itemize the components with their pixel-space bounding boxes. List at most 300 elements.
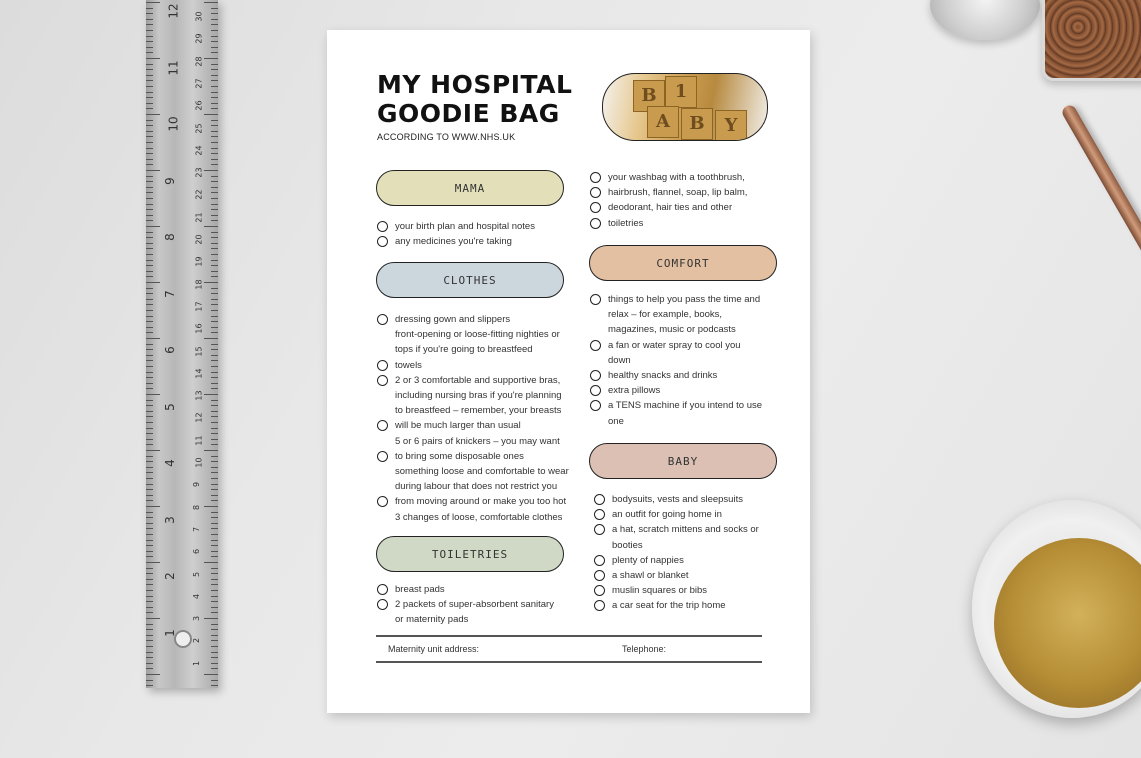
ruler-tick <box>146 215 153 216</box>
ruler-tick <box>211 444 218 445</box>
ruler-tick <box>204 338 218 339</box>
ruler-tick <box>146 2 160 3</box>
section-header-baby: BABY <box>589 443 777 479</box>
ruler-tick <box>146 164 153 165</box>
ruler-tick <box>146 114 160 115</box>
section-header-comfort: COMFORT <box>589 245 777 281</box>
ruler-tick <box>146 523 153 524</box>
ruler-tick <box>211 652 218 653</box>
ruler-cm-number: 17 <box>194 301 204 312</box>
ruler-tick <box>146 243 153 244</box>
ruler-tick <box>146 428 153 429</box>
ruler-tick <box>211 192 218 193</box>
checkbox[interactable] <box>594 600 605 611</box>
ruler-tick <box>146 433 153 434</box>
ruler-tick <box>146 534 153 535</box>
ruler-tick <box>211 30 218 31</box>
ruler-tick <box>211 47 218 48</box>
ruler-cm-number: 20 <box>194 234 204 245</box>
ruler-tick <box>211 635 218 636</box>
ruler-tick <box>146 411 153 412</box>
ruler-tick <box>211 624 218 625</box>
ruler-cm-number: 10 <box>194 457 204 468</box>
ruler-tick <box>146 680 153 681</box>
checkbox[interactable] <box>377 420 388 431</box>
ruler-tick <box>146 69 153 70</box>
checkbox[interactable] <box>594 585 605 596</box>
checklist-item: down <box>608 354 631 366</box>
ruler-tick <box>146 204 153 205</box>
ruler-tick <box>146 450 160 451</box>
ruler-tick <box>146 30 153 31</box>
ruler-tick <box>211 299 218 300</box>
ruler-cm-number: 13 <box>194 390 204 401</box>
ruler-cm-number: 25 <box>194 122 204 134</box>
ruler-tick <box>211 612 218 613</box>
ruler-tick <box>211 360 218 361</box>
ruler-tick <box>146 232 153 233</box>
checklist-item: to breastfeed – remember, your breasts <box>395 405 562 417</box>
ruler-cm-number: 7 <box>192 526 202 532</box>
ruler-tick <box>211 8 218 9</box>
section-header-toiletries: TOILETRIES <box>376 536 564 572</box>
checklist-item: breast pads <box>395 584 445 595</box>
ruler-tick <box>211 75 218 76</box>
ruler-tick <box>211 204 218 205</box>
ruler-tick <box>146 444 153 445</box>
ruler-tick <box>211 646 218 647</box>
ruler-tick <box>146 506 160 507</box>
ruler-cm-number: 14 <box>194 368 204 379</box>
ruler-tick <box>146 366 153 367</box>
ruler-tick <box>146 500 153 501</box>
ruler-tick <box>146 159 153 160</box>
photo-block: B <box>681 108 713 140</box>
checklist-item: or maternity pads <box>395 614 469 626</box>
ruler-tick <box>146 383 153 384</box>
checklist-item: deodorant, hair ties and other <box>608 202 733 214</box>
ruler-cm-number: 28 <box>194 56 204 67</box>
ruler-tick <box>211 545 218 546</box>
ruler-tick <box>146 75 153 76</box>
ruler-tick <box>146 607 153 608</box>
ruler-tick <box>211 534 218 535</box>
ruler-tick <box>146 478 153 479</box>
ruler-inch-number: 1 <box>162 628 177 637</box>
checklist-item: relax – for example, books, <box>608 309 723 321</box>
checkbox[interactable] <box>594 509 605 520</box>
ruler-cm-number: 1 <box>192 660 202 666</box>
checkbox[interactable] <box>377 360 388 371</box>
ruler-inch-number: 9 <box>162 176 177 185</box>
ruler-tick <box>146 551 153 552</box>
ruler-tick <box>211 215 218 216</box>
checkbox[interactable] <box>377 221 388 232</box>
ruler-tick <box>211 327 218 328</box>
checklist-paper <box>327 30 810 713</box>
ruler-tick <box>146 562 160 563</box>
ruler-inch-number: 10 <box>166 116 181 132</box>
document-subtitle: ACCORDING TO WWW.NHS.UK <box>377 132 516 142</box>
ruler-tick <box>211 13 218 14</box>
checklist-item: something loose and comfortable to wear <box>395 466 569 477</box>
ruler-tick <box>211 36 218 37</box>
ruler-tick <box>146 388 153 389</box>
ruler-tick <box>146 288 153 289</box>
checkbox[interactable] <box>590 340 601 351</box>
checkbox[interactable] <box>377 236 388 247</box>
ruler-tick <box>146 327 153 328</box>
ruler-tick <box>146 136 153 137</box>
ruler-tick <box>204 394 218 395</box>
photo-block: A <box>647 106 679 138</box>
ruler-tick <box>146 321 153 322</box>
ruler-tick <box>146 405 153 406</box>
checklist-item: a TENS machine if you intend to use <box>608 400 763 412</box>
ruler-tick <box>146 80 153 81</box>
ruler-tick <box>146 495 153 496</box>
footer-bottom-rule <box>376 661 762 663</box>
ruler-tick <box>211 484 218 485</box>
ruler-tick <box>211 332 218 333</box>
ruler-tick <box>146 590 153 591</box>
ruler-cm-number: 5 <box>192 571 202 577</box>
checklist-item: 3 changes of loose, comfortable clothes <box>395 511 563 523</box>
ruler-tick <box>146 103 153 104</box>
checklist-item: a car seat for the trip home <box>612 600 726 612</box>
checklist-item: a fan or water spray to cool you <box>608 339 741 351</box>
ruler-tick <box>146 36 153 37</box>
ruler-tick <box>211 579 218 580</box>
ruler-tick <box>146 344 153 345</box>
ruler-tick <box>211 159 218 160</box>
ruler-tick <box>146 58 160 59</box>
ruler-tick <box>211 433 218 434</box>
checklist-item: muslin squares or bibs <box>612 585 708 597</box>
ruler-tick <box>146 439 153 440</box>
checkbox[interactable] <box>590 187 601 198</box>
ruler-cm-number: 18 <box>194 279 204 290</box>
ruler-tick <box>211 596 218 597</box>
ruler-tick <box>211 607 218 608</box>
ruler-tick <box>146 248 153 249</box>
checklist-item: from moving around or make you too hot <box>395 496 567 508</box>
photo-block: 1 <box>665 76 697 108</box>
ruler-cm-number: 15 <box>194 345 204 357</box>
ruler-tick <box>146 86 153 87</box>
ruler-tick <box>211 103 218 104</box>
ruler-tick <box>211 69 218 70</box>
ruler-tick <box>146 153 153 154</box>
ruler-tick <box>211 131 218 132</box>
checkbox[interactable] <box>594 555 605 566</box>
ruler-tick <box>146 282 160 283</box>
ruler-tick <box>146 276 153 277</box>
ruler-tick <box>211 512 218 513</box>
checkbox[interactable] <box>377 451 388 462</box>
checklist-item: extra pillows <box>608 385 661 397</box>
ruler-tick <box>211 293 218 294</box>
ruler-tick <box>211 125 218 126</box>
ruler-tick <box>204 618 218 619</box>
ruler-tick <box>146 260 153 261</box>
ruler-tick <box>146 192 153 193</box>
ruler-tick <box>211 590 218 591</box>
ruler-tick <box>146 209 153 210</box>
checklist-item: your washbag with a toothbrush, <box>608 172 745 183</box>
ruler-tick <box>146 674 160 675</box>
ruler-tick <box>211 80 218 81</box>
ruler-tick <box>146 187 153 188</box>
checkbox[interactable] <box>594 524 605 535</box>
ruler-tick <box>211 461 218 462</box>
ruler-tick <box>211 416 218 417</box>
ruler-tick <box>146 41 153 42</box>
ruler-tick <box>146 13 153 14</box>
ruler-tick <box>211 136 218 137</box>
checklist-item: 2 or 3 comfortable and supportive bras, <box>395 374 561 386</box>
ruler-cm-number: 29 <box>194 33 204 44</box>
ruler-tick <box>146 355 153 356</box>
ruler-tick <box>211 260 218 261</box>
ruler-tick <box>211 142 218 143</box>
ruler-tick <box>146 148 153 149</box>
checkbox[interactable] <box>590 294 601 305</box>
ruler-tick <box>211 629 218 630</box>
ruler-tick <box>211 265 218 266</box>
ruler-tick <box>146 8 153 9</box>
checklist-item: bodysuits, vests and sleepsuits <box>612 494 743 505</box>
ruler-tick <box>211 86 218 87</box>
ruler-tick <box>211 489 218 490</box>
photo-block: Y <box>715 110 747 141</box>
ruler-tick <box>211 467 218 468</box>
ruler-cm-number: 9 <box>192 482 202 488</box>
ruler-tick <box>146 120 153 121</box>
ruler-tick <box>146 646 153 647</box>
ruler-tick <box>211 372 218 373</box>
checklist-item: tops if you're going to breastfeed <box>395 344 533 356</box>
ruler-tick <box>211 237 218 238</box>
ruler-tick <box>211 439 218 440</box>
ruler-inch-number: 11 <box>166 59 181 76</box>
ruler-cm-number: 3 <box>192 616 202 622</box>
document-title <box>377 70 597 128</box>
ruler-tick <box>211 500 218 501</box>
checklist-item: hairbrush, flannel, soap, lip balm, <box>608 187 748 199</box>
ruler-tick <box>146 170 160 171</box>
ruler-tick <box>146 422 153 423</box>
ruler-tick <box>211 685 218 686</box>
ruler-tick <box>146 512 153 513</box>
ruler-tick <box>211 584 218 585</box>
ruler-tick <box>146 19 153 20</box>
ruler-tick <box>211 601 218 602</box>
checkbox[interactable] <box>377 496 388 507</box>
ruler-tick <box>146 142 153 143</box>
ruler-cm-number: 4 <box>192 593 202 599</box>
ruler-tick <box>146 489 153 490</box>
ruler-tick <box>211 528 218 529</box>
checklist-item: to bring some disposable ones <box>395 450 524 462</box>
ruler-tick <box>211 344 218 345</box>
ruler-tick <box>211 187 218 188</box>
checkbox[interactable] <box>590 172 601 183</box>
ruler-tick <box>211 349 218 350</box>
checkbox[interactable] <box>377 599 388 610</box>
ruler-cm-number: 21 <box>194 212 204 223</box>
checkbox[interactable] <box>590 370 601 381</box>
checkbox[interactable] <box>590 202 601 213</box>
ruler-tick <box>211 198 218 199</box>
checkbox[interactable] <box>590 218 601 229</box>
ruler-tick <box>211 310 218 311</box>
ruler-tick <box>146 624 153 625</box>
ruler-tick <box>211 411 218 412</box>
checklist-item: a hat, scratch mittens and socks or <box>612 524 759 536</box>
checkbox[interactable] <box>590 385 601 396</box>
ruler-tick <box>211 97 218 98</box>
ruler-tick <box>211 668 218 669</box>
checkbox[interactable] <box>377 375 388 386</box>
ruler-tick <box>146 584 153 585</box>
maternity-address-label: Maternity unit address: <box>388 644 480 654</box>
ruler-tick <box>146 360 153 361</box>
checklist-item: toiletries <box>608 217 644 229</box>
ruler-tick <box>146 467 153 468</box>
ruler-tick <box>146 254 153 255</box>
ruler-tick <box>146 299 153 300</box>
ruler-tick <box>211 148 218 149</box>
ruler-tick <box>204 170 218 171</box>
ruler-tick <box>211 428 218 429</box>
ruler-tick <box>211 388 218 389</box>
section-header-mama: MAMA <box>376 170 564 206</box>
ruler-cm-number: 2 <box>192 638 202 644</box>
ruler-tick <box>211 52 218 53</box>
checklist-item: magazines, music or podcasts <box>608 324 736 336</box>
ruler-tick <box>146 596 153 597</box>
checklist-item: including nursing bras if you're planning <box>395 390 562 401</box>
footer-top-rule <box>376 635 762 637</box>
checkbox[interactable] <box>590 400 601 411</box>
checkbox[interactable] <box>377 314 388 325</box>
ruler-cm-number: 11 <box>194 435 204 446</box>
ruler-tick <box>146 108 153 109</box>
ruler-tick <box>211 640 218 641</box>
ruler-tick <box>211 41 218 42</box>
ruler-tick <box>211 304 218 305</box>
ruler-tick <box>211 663 218 664</box>
ruler-tick <box>146 304 153 305</box>
ruler-inch-number: 12 <box>166 3 181 19</box>
ruler-inch-number: 5 <box>162 402 177 411</box>
checklist-item: any medicines you're taking <box>395 236 512 248</box>
ruler-tick <box>204 2 218 3</box>
ruler-tick <box>146 237 153 238</box>
ruler-tick <box>211 288 218 289</box>
ruler-tick <box>146 652 153 653</box>
ruler-tick <box>211 523 218 524</box>
checklist-item: a shawl or blanket <box>612 570 689 581</box>
ruler-inch-number: 3 <box>162 515 177 524</box>
ruler-tick <box>146 271 153 272</box>
ruler-tick <box>146 668 153 669</box>
ruler-tick <box>146 556 153 557</box>
ruler-inch-number: 4 <box>162 459 177 467</box>
ruler-tick <box>204 282 218 283</box>
ruler-tick <box>146 685 153 686</box>
ruler-tick <box>146 618 160 619</box>
ruler-tick <box>146 52 153 53</box>
ruler-tick <box>146 568 153 569</box>
checklist-item: will be much larger than usual <box>395 420 521 432</box>
ruler <box>146 0 218 688</box>
ruler-tick <box>211 120 218 121</box>
title-line-2: GOODIE BAG <box>377 99 560 128</box>
ruler-tick <box>211 383 218 384</box>
ruler-cm-number: 6 <box>192 549 202 555</box>
ruler-inch-number: 6 <box>162 346 177 354</box>
ruler-tick <box>211 551 218 552</box>
ruler-cm-number: 19 <box>194 256 204 267</box>
ruler-tick <box>211 321 218 322</box>
ruler-tick <box>204 506 218 507</box>
ruler-tick <box>146 573 153 574</box>
ruler-tick <box>211 108 218 109</box>
ruler-tick <box>204 226 218 227</box>
ruler-tick <box>146 64 153 65</box>
ruler-tick <box>146 484 153 485</box>
ruler-tick <box>146 198 153 199</box>
ruler-tick <box>211 232 218 233</box>
checklist-item: dressing gown and slippers <box>395 314 511 325</box>
ruler-tick <box>146 176 153 177</box>
ruler-tick <box>146 657 153 658</box>
ruler-tick <box>146 310 153 311</box>
ruler-tick <box>146 377 153 378</box>
ruler-tick <box>146 416 153 417</box>
ruler-tick <box>146 601 153 602</box>
section-header-clothes: CLOTHES <box>376 262 564 298</box>
ruler-tick <box>211 400 218 401</box>
ruler-tick <box>146 456 153 457</box>
checkbox[interactable] <box>594 494 605 505</box>
baby-blocks-photo <box>602 73 768 141</box>
ruler-tick <box>211 377 218 378</box>
ruler-tick <box>211 540 218 541</box>
ruler-tick <box>146 24 153 25</box>
ruler-tick <box>211 478 218 479</box>
ruler-tick <box>146 92 153 93</box>
ruler-tick <box>211 64 218 65</box>
checkbox[interactable] <box>594 570 605 581</box>
checklist-item: 2 packets of super-absorbent sanitary <box>395 599 554 611</box>
checklist-item: booties <box>612 539 643 551</box>
coffee-bean-jar <box>1042 0 1141 81</box>
checklist-item: 5 or 6 pairs of knickers – you may want <box>395 435 560 447</box>
checklist-item: plenty of nappies <box>612 554 684 566</box>
ruler-tick <box>146 316 153 317</box>
ruler-tick <box>146 528 153 529</box>
ruler-tick <box>211 153 218 154</box>
ruler-tick <box>146 97 153 98</box>
ruler-cm-number: 27 <box>194 78 204 89</box>
ruler-tick <box>211 472 218 473</box>
ruler-inch-number: 2 <box>162 572 177 580</box>
checkbox[interactable] <box>377 584 388 595</box>
ruler-tick <box>211 181 218 182</box>
